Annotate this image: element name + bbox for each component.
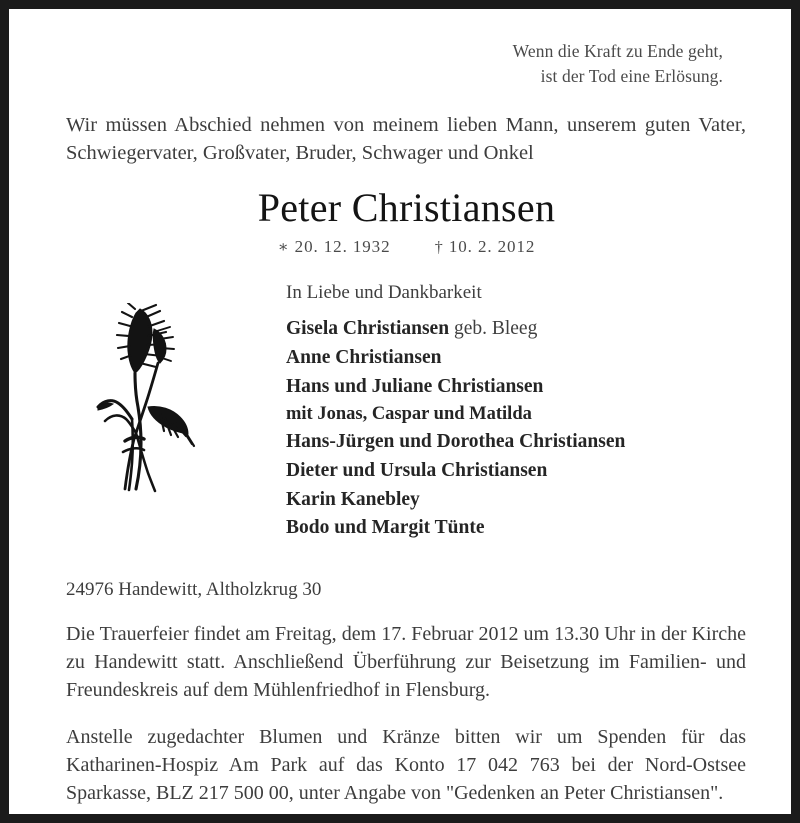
mourner-entry xyxy=(286,401,777,428)
mourners-heading: In Liebe und Dankbarkeit xyxy=(286,281,482,303)
mourner-entry xyxy=(286,457,777,486)
mourner-entry xyxy=(286,514,777,543)
mourner-name: Hans-Jürgen und Dorothea Christiansen xyxy=(286,431,626,453)
address-line: 24976 Handewitt, Altholzkrug 30 xyxy=(66,579,322,601)
intro-text: Wir müssen Abschied nehmen von meinem lieben Mann, unserem guten Vater, Schwiegervater, Großvater, Bruder, Schwager und Onkel xyxy=(66,113,746,164)
epigraph-line-2: ist der Tod eine Erlösung. xyxy=(540,65,723,86)
notice-content xyxy=(9,9,791,814)
mourner-entry xyxy=(286,486,777,515)
donation-request: Anstelle zugedachter Blumen und Kränze bitten wir um Spenden für das Katharinen-Hospiz Am Park auf das Konto 17 042 763 bei der Nord-Ostsee Sparkasse, BLZ 217 500 00, unter Angabe von "Gedenken an Peter Christiansen". xyxy=(66,725,746,804)
death-date: 10. 2. 2012 xyxy=(448,236,536,256)
wheat-sheaf-icon xyxy=(78,303,198,493)
mourner-name: Hans und Juliane Christiansen xyxy=(286,375,544,397)
service-details: Die Trauerfeier findet am Freitag, dem 17. Februar 2012 um 13.30 Uhr in der Kirche zu Handewitt statt. Anschließend Überführung zur Beisetzung im Familien- und Freundeskreis auf dem Mühlenfriedhof in Flensburg. xyxy=(66,622,746,701)
mourner-name: Karin Kanebley xyxy=(286,488,420,510)
mourner-name: Bodo und Margit Tünte xyxy=(286,517,485,539)
mourner-name: Dieter und Ursula Christiansen xyxy=(286,460,548,482)
epigraph-line-1: Wenn die Kraft zu Ende geht, xyxy=(512,41,723,61)
mourner-entry xyxy=(286,428,777,457)
mourners-block xyxy=(66,279,777,543)
epigraph xyxy=(66,9,777,89)
mourner-name: Gisela Christiansen xyxy=(286,318,450,340)
deceased-block xyxy=(66,167,777,256)
birth-date: 20. 12. 1932 xyxy=(294,236,391,256)
mourner-entry xyxy=(286,344,777,373)
mourner-name: mit Jonas, Caspar und Matilda xyxy=(286,404,532,425)
mourner-entry xyxy=(286,315,777,344)
mourner-name: Anne Christiansen xyxy=(286,346,442,368)
mourner-maiden-name: geb. Bleeg xyxy=(449,318,538,340)
death-symbol: † xyxy=(434,238,444,256)
mourner-entry xyxy=(286,373,777,402)
deceased-name: Peter Christiansen xyxy=(257,185,556,231)
life-dates xyxy=(66,237,747,257)
birth-symbol: ∗ xyxy=(277,238,290,256)
